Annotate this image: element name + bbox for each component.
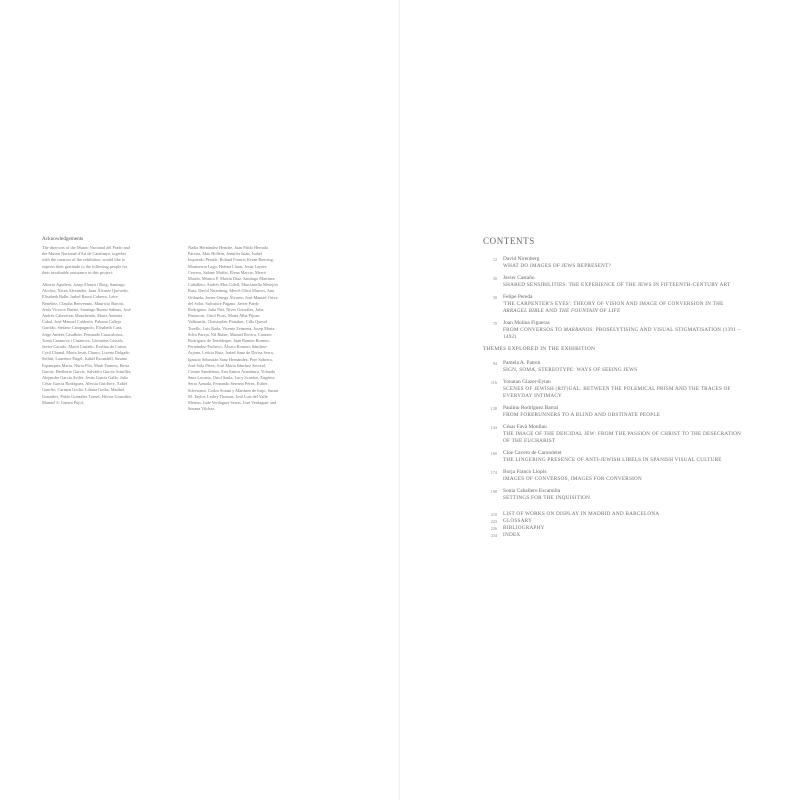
title-text: : PROSELYTISING AND VISUAL STIGMATISATION (1391 – 1492) <box>503 327 741 340</box>
toc-entry[interactable] <box>483 294 743 315</box>
page-number: 174 <box>490 470 497 475</box>
entry-author: César Favà Monllau <box>503 424 547 430</box>
page-number: 128 <box>490 406 497 411</box>
toc-entry[interactable] <box>483 518 743 525</box>
toc-entry[interactable] <box>483 379 743 400</box>
entry-title: THE LINGERING PRESENCE OF ANTI-JEWISH LIBELS IN SPANISH VISUAL CULTURE <box>503 457 722 463</box>
entry-author: Paulino Rodríguez Barral <box>503 405 559 411</box>
title-italic: ARRAGEL BIBLE <box>503 308 545 314</box>
acknowledgements-intro: The directors of the Museo Nacional del Prado and the Museu Nacional d'Art de Catalunya, together with the curators of the exhibition, would like to express their gratitude to the following people for their invaluable assistance in this project: <box>42 245 130 275</box>
entry-title: SCENES OF JEWISH (RIT)UAL: BETWEEN THE POLEMICAL PRISM AND THE TRACES OF EVERYDAY INTIMACY <box>503 386 731 399</box>
toc-entry[interactable] <box>483 405 743 419</box>
entry-title <box>503 327 743 341</box>
entry-title: SIGN, SOMA, STEREOTYPE: WAYS OF SEEING JEWS <box>503 367 638 373</box>
page-number: 226 <box>490 526 497 531</box>
title-italic: MARRANOS <box>563 327 593 333</box>
entry-author: Cloe Cavero de Carondelet <box>503 450 562 456</box>
entry-author: Sonia Caballero Escamilla <box>503 488 561 494</box>
entry-author: Borja Franco Llopis <box>503 469 547 475</box>
toc-entry[interactable] <box>483 488 743 502</box>
page-number: 12 <box>492 257 497 262</box>
themes-heading: THEMES EXPLORED IN THE EXHIBITION <box>483 346 596 352</box>
title-text: FROM CONVERSOS TO <box>503 327 564 333</box>
page-number: 223 <box>490 519 497 524</box>
page-number: 94 <box>492 361 497 366</box>
entry-title: WHAT DO IMAGES OF JEWS REPRESENT? <box>503 263 612 269</box>
toc-entry[interactable] <box>483 469 743 483</box>
page-number: 160 <box>490 451 497 456</box>
table-of-contents <box>483 256 743 539</box>
entry-author: Joan Molina Figueras <box>503 320 550 326</box>
toc-entry[interactable] <box>483 256 743 270</box>
toc-entry[interactable] <box>483 532 743 539</box>
toc-entry[interactable] <box>483 525 743 532</box>
entry-title: LIST OF WORKS ON DISPLAY IN MADRID AND BARCELONA <box>503 511 660 517</box>
acknowledgements-names-2: Nadia Hernández Henche, Juan Pablo Herrada Pareira, Max Hollein, Jennifer Islan, Isabel Izquierdo Peraile, Roland Francis Keran Rencing, Montserrat Lago, Helena Llaon, Jesús Layera Cerrero, Sabine Maffat, Elena Marcie, Mercè Martín, Mònica P. Martín Díaz, Santiago Martínez Caballero, Andrés Mas Colell, Marcianella Mesejón Ruiz, David Nirenberg, Mercè Olivá Marcos, Ana Orihuela, Javier Ortega Álvarez, José Manuel Oriva del Solar, Salvatore Pagano, Javier Pardo Rodríguez, Julia Patt, Nives Gonzáles, Julia Pentacost, Oriol Picas, María Alba Pijoan Valbonida, Christopher Pinsaker, Cilla Quesol Torello, Luis Rada, Vicente Zeimena, Josep Maria Silva Pareja, Nil Ruber, Manuel Rovira, Carmen Rodríguez de Tembleque, Juan Ramón Romero Fernández-Pacheco, Álvaro Romero Sánchez-Arjona, Leticia Ruiz, Isabel Sanz de Divisa Serra, Ignacio Sebastián Sanz Hernández, Pere Sobrero, José Sola Pérez, José María Sánchez Secoral, Cosme Sandeleau, Ana Santos Aramburu, Yolanda Sanz Lacasta, Oriol Saula, Lucy Scanlon, Eugénia Serra Aznada, Fernando Serrano Pérez, Esther Silvestrini, Carlos Soiani y Martínez de Irujo, Susan M. Taylor, Lesley Thomas, José Luis del Valle Merino, Jude Verdaguer Serrat, José Verdaguer and Susana Vilchez. <box>188 245 278 412</box>
entry-title: IMAGES OF CONVERSOS, IMAGES FOR CONVERSION <box>503 476 643 482</box>
entry-author: Yonatan Glazer-Eytan <box>503 379 551 385</box>
page-number: 210 <box>490 512 497 517</box>
entry-title <box>503 301 743 315</box>
entry-title: FROM FORERUNNERS TO A BLIND AND OBSTINATE PEOPLE <box>503 412 661 418</box>
entry-title: BIBLIOGRAPHY <box>503 525 545 531</box>
back-matter <box>483 511 743 539</box>
toc-entry[interactable] <box>483 450 743 464</box>
contents-title: CONTENTS <box>483 236 535 246</box>
page-number: 50 <box>492 295 497 300</box>
title-text: 'THE CARPENTER'S EYES': THEORY OF VISION AND IMAGE OF CONVERSION IN THE <box>503 301 724 307</box>
toc-entry[interactable] <box>483 275 743 289</box>
page-number: 116 <box>490 380 497 385</box>
acknowledgements-column-2 <box>188 245 278 418</box>
toc-entry[interactable] <box>483 360 743 374</box>
toc-entry[interactable] <box>483 424 743 445</box>
entry-author: Felipe Pereda <box>503 294 533 300</box>
acknowledgements-column-1 <box>42 245 132 412</box>
title-italic: THE FOUNTAIN OF LIFE <box>558 308 621 314</box>
entry-title: INDEX <box>503 532 521 538</box>
page-number: 30 <box>492 276 497 281</box>
entry-title: THE IMAGE OF THE DEICIDAL JEW: FROM THE PASSION OF CHRIST TO THE DESECRATION OF THE EUCHARIST <box>503 431 742 444</box>
acknowledgements-names-1: Alberto Aguilera, Josep Alanyà i Roig, Santiago Alcolea, Nicea Alexandre, Juan Álvarez Quevedo, Elisabeth Balle, Isabel Bassó Cabrera, Leire Benéitez, Claudia Benvenuto, Mauricio Barcisi, Jesús Viceoce Bueno, Santiago Bueno Salinas, José Andrés Calaverras Mancheado, Maria Antònia Cabal, José Manuel Calderón, Paloma Calleja Garrido, Stefano Campagnolo, Elisabeth Cant, Jorge Andrés Casalbón, Fernando Casacalonca, Tomà Casanova i Casanova, Giovanna Cassals, Javier Cacado, Marta Castaño, Evelina de Castro, Cyril Chanal, María Jesús Charro, Lorena Delgado Seilini, Laurence Engel, Isabel Escandell, Susana Espanquez Maria, Núria Flix, Mark Fumess, Berta García, Heriberto García, Salvador García Armilles, Alejandro García Avilés, Jesús García Gallo, Julio César García Rodríguez, Alessia Guichery, Xabel Gancho, Carmen Godia, Liliana Godia, Maribel González, Pablo González Tornel, Héctor González, Manuel S. Guerra Pujol, <box>42 282 132 405</box>
page-number: 144 <box>490 425 497 430</box>
acknowledgements-heading: Acknowledgements <box>42 236 84 242</box>
entry-author: David Nirenberg <box>503 256 540 262</box>
entry-title: SHARED SENSIBILITIES: THE EXPERIENCE OF THE JEWS IN FIFTEENTH-CENTURY ART <box>503 282 731 288</box>
page-number: 190 <box>490 489 497 494</box>
entry-title: SETTINGS FOR THE INQUISITION <box>503 495 591 501</box>
entry-author: Pamela A. Patton <box>503 360 541 366</box>
entry-author: Javier Castaño <box>503 275 535 281</box>
toc-entry[interactable] <box>483 511 743 518</box>
page-number: 234 <box>490 533 497 538</box>
page-number: 70 <box>492 321 497 326</box>
toc-entry[interactable] <box>483 320 743 341</box>
entry-title: GLOSSARY <box>503 518 533 524</box>
title-text: AND <box>544 308 559 314</box>
